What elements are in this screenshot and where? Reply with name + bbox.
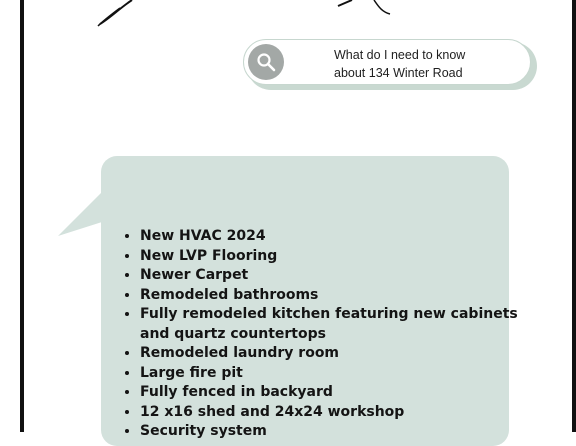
feature-list (120, 227, 520, 442)
list-item: • Security system (140, 422, 520, 442)
speech-bubble-tail (56, 192, 106, 238)
page-border-left (20, 0, 24, 432)
list-item: • New HVAC 2024 (140, 227, 520, 247)
list-item: • Fully remodeled kitchen featuring new cabinets and quartz countertops (140, 305, 520, 344)
list-item: • Large fire pit (140, 364, 520, 384)
list-item: • New LVP Flooring (140, 247, 520, 267)
search-query[interactable] (334, 46, 524, 82)
magnifier-icon[interactable] (248, 44, 284, 80)
list-item: • Fully fenced in backyard (140, 383, 520, 403)
list-item: • Newer Carpet (140, 266, 520, 286)
list-item: • Remodeled laundry room (140, 344, 520, 364)
search-query-line-1: What do I need to know (334, 48, 466, 62)
decorative-scribble (90, 0, 410, 30)
search-query-line-2: about 134 Winter Road (334, 66, 463, 80)
list-item: • Remodeled bathrooms (140, 286, 520, 306)
list-item: • 12 x16 shed and 24x24 workshop (140, 403, 520, 423)
page-border-right (572, 0, 576, 432)
